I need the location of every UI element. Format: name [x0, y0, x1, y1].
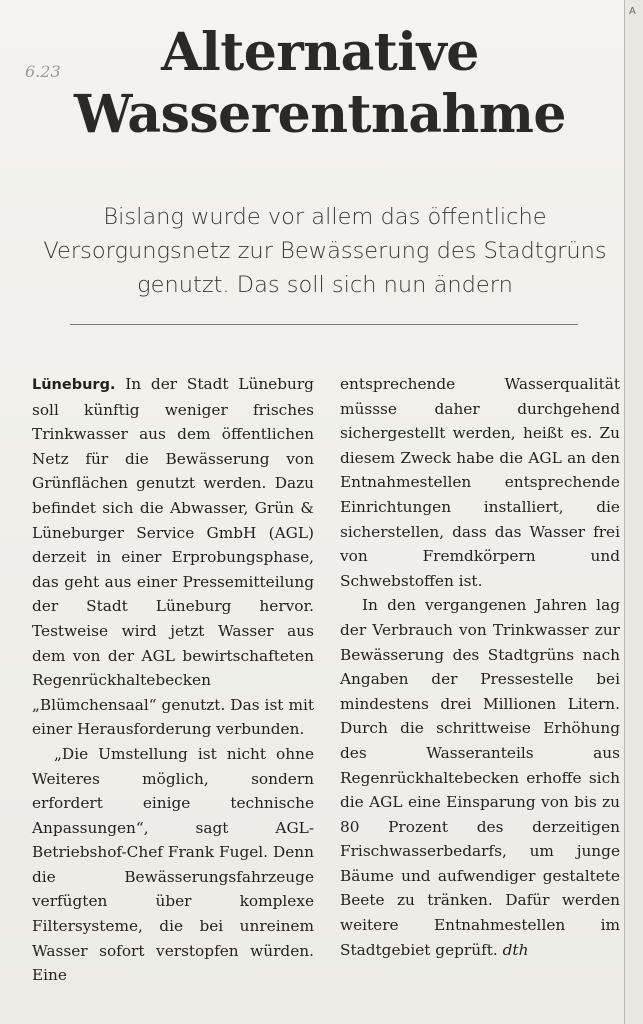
- paragraph-1-text: In der Stadt Lüneburg soll künftig weniger frisches Trinkwasser aus dem öffentlichen Netz für die Bewässerung von Grünflächen genutzt werden. Dazu befindet sich die Abwasser, Grün & Lüneburger Service GmbH (AGL) derzeit in einer Erprobungsphase, das geht aus einer Pressemitteilung der Stadt Lüneburg hervor. Testweise wird jetzt Wasser aus dem von der AGL bewirtschafteten Regenrückhaltebecken „Blümchensaal“ genutzt. Das ist mit einer Herausforderung verbunden.: [32, 375, 314, 739]
- paragraph-4: [340, 593, 620, 962]
- divider-rule: [70, 324, 578, 325]
- author-signature: dth: [502, 940, 529, 959]
- paragraph-1: [32, 372, 314, 742]
- handwritten-note: 6.23: [25, 62, 61, 81]
- headline-line-2: Wasserentnahme: [74, 84, 566, 145]
- headline: [20, 22, 620, 146]
- adjacent-page-edge: [624, 0, 643, 1024]
- dateline: Lüneburg.: [32, 377, 116, 393]
- article-column-1: [32, 372, 314, 988]
- edge-letter: A: [629, 6, 636, 17]
- headline-line-1: Alternative: [161, 22, 479, 83]
- paragraph-3: entsprechende Wasserqualität müssse daher durchgehend sichergestellt werden, heißt es. Zu diesem Zweck habe die AGL an den Entnahmestellen entsprechende Einrichtungen installiert, die sicherstellen, dass das Wasser frei von Fremdkörpern und Schwebstoffen ist.: [340, 375, 620, 590]
- subheadline: Bislang wurde vor allem das öffentliche Versorgungsnetz zur Bewässerung des Stadtgrüns genutzt. Das soll sich nun ändern: [43, 204, 607, 298]
- paragraph-4-text: In den vergangenen Jahren lag der Verbrauch von Trinkwasser zur Bewässerung des Stadtgrüns nach Angaben der Pressestelle bei mindestens drei Millionen Litern. Durch die schrittweise Erhöhung des Wasseranteils aus Regenrückhaltebecken erhoffe sich die AGL eine Einsparung von bis zu 80 Prozent des derzeitigen Frischwasserbedarfs, um junge Bäume und aufwendiger gestaltete Beete zu tränken. Dafür werden weitere Entnahmestellen im Stadtgebiet geprüft.: [340, 596, 620, 959]
- paragraph-2: „Die Umstellung ist nicht ohne Weiteres möglich, sondern erfordert einige technische Anpassungen“, sagt AGL-Betriebshof-Chef Frank Fugel. Denn die Bewässerungsfahrzeuge verfügten über komplexe Filtersysteme, die bei unreinem Wasser sofort verstopfen würden. Eine: [32, 744, 314, 985]
- article-column-2: [340, 372, 620, 962]
